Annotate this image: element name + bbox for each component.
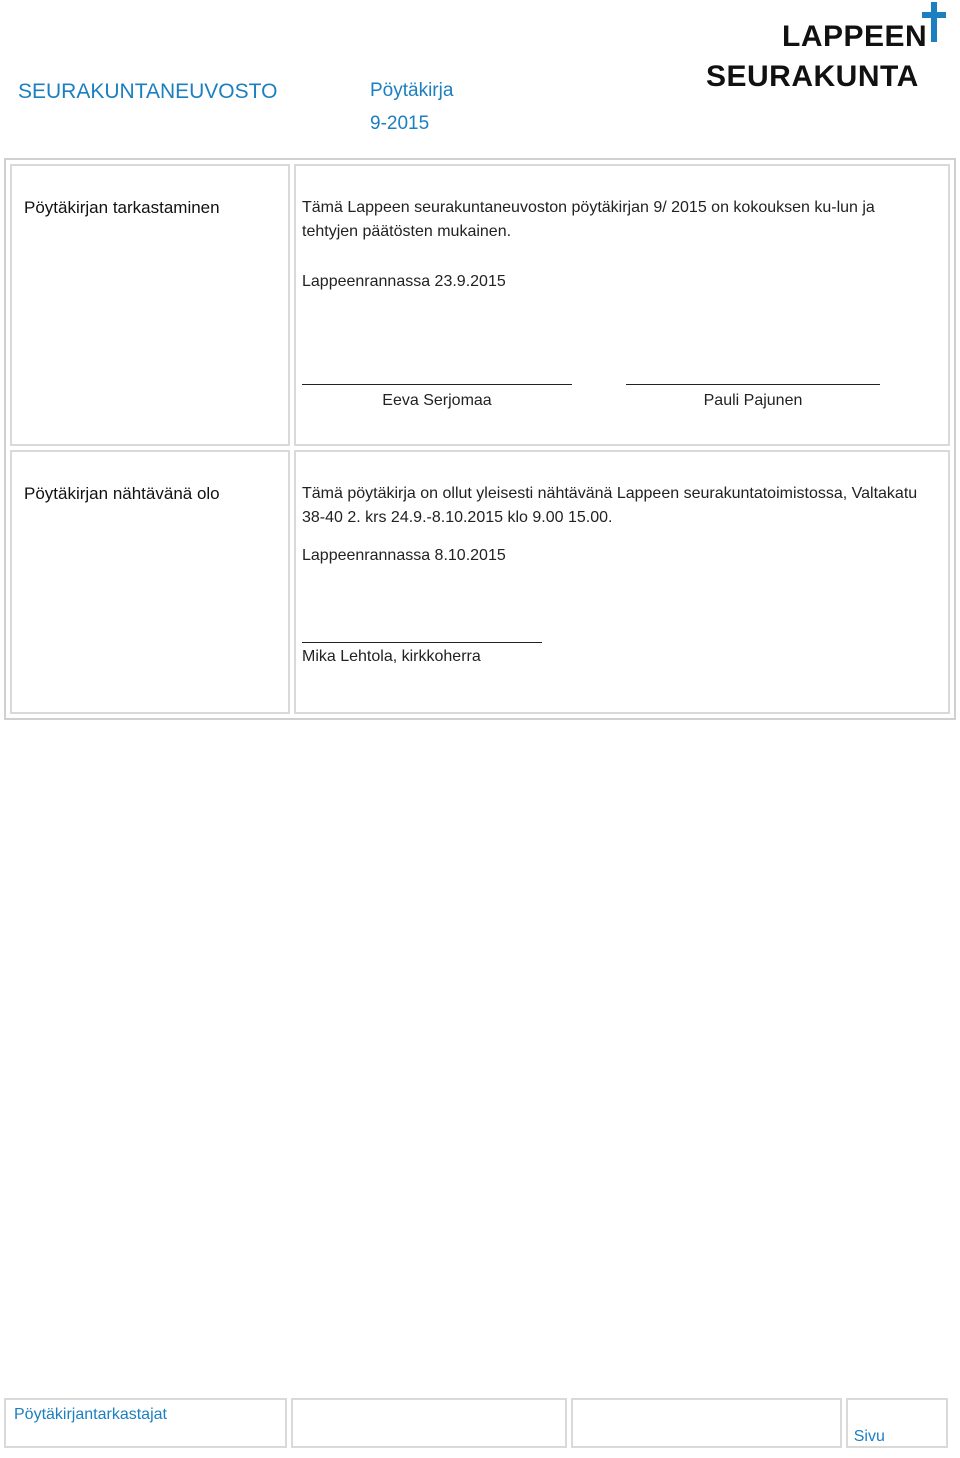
section-label-display: Pöytäkirjan nähtävänä olo bbox=[10, 450, 290, 714]
table-row bbox=[10, 450, 950, 714]
logo-text-line1: LAPPEEN bbox=[782, 20, 928, 53]
footer-blank-1 bbox=[291, 1398, 568, 1448]
signature-line bbox=[626, 364, 880, 385]
logo-text-line2: SEURAKUNTA bbox=[706, 60, 919, 93]
display-statement: Tämä pöytäkirja on ollut yleisesti nähtävänä Lappeen seurakuntatoimistossa, Valtakatu 38-40 2. krs 24.9.-8.10.2015 klo 9.00 15.00. bbox=[302, 485, 918, 526]
signature-line bbox=[302, 642, 542, 643]
minutes-table bbox=[4, 158, 956, 720]
signature-2 bbox=[626, 364, 880, 413]
signature-3 bbox=[302, 642, 542, 669]
signature-block bbox=[302, 364, 928, 444]
signer-name: Eeva Serjomaa bbox=[382, 392, 492, 409]
document-type: Pöytäkirja bbox=[370, 80, 454, 101]
cross-icon bbox=[922, 2, 946, 42]
footer-page: Sivu bbox=[846, 1398, 948, 1448]
signature-1 bbox=[302, 364, 572, 413]
footer-examiners: Pöytäkirjantarkastajat bbox=[4, 1398, 287, 1448]
inspection-statement: Tämä Lappeen seurakuntaneuvoston pöytäkirjan 9/ 2015 on kokouksen ku-lun ja tehtyjen päätösten mukainen. bbox=[302, 199, 875, 240]
signer-name: Pauli Pajunen bbox=[703, 392, 803, 409]
section-label-inspection: Pöytäkirjan tarkastaminen bbox=[10, 164, 290, 446]
inspection-place-date: Lappeenrannassa 23.9.2015 bbox=[302, 273, 506, 290]
footer-table bbox=[0, 1394, 952, 1452]
section-content-display bbox=[294, 450, 950, 714]
section-content-inspection bbox=[294, 164, 950, 446]
organization-title: SEURAKUNTANEUVOSTO bbox=[18, 80, 278, 103]
display-place-date: Lappeenrannassa 8.10.2015 bbox=[302, 547, 506, 564]
parish-logo bbox=[700, 2, 950, 98]
footer-blank-2 bbox=[571, 1398, 842, 1448]
table-row bbox=[10, 164, 950, 446]
signature-line bbox=[302, 364, 572, 385]
signer-name: Mika Lehtola, kirkkoherra bbox=[302, 648, 481, 665]
document-number: 9-2015 bbox=[370, 113, 430, 134]
